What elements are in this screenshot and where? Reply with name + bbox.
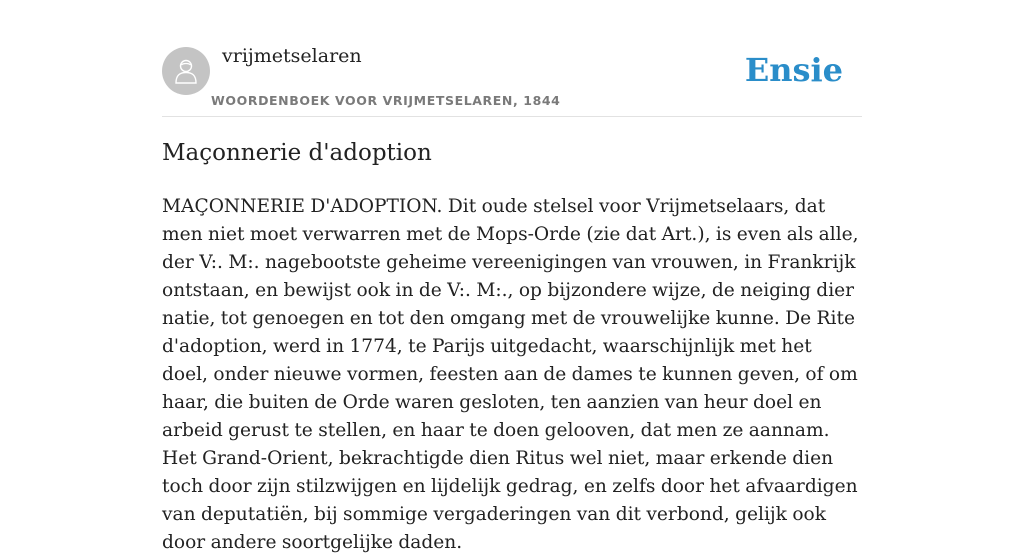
source-label[interactable]: WOORDENBOEK VOOR VRIJMETSELAREN, 1844 [211,93,561,108]
article-header [162,0,862,117]
author-avatar[interactable] [162,47,210,95]
article-body: MAÇONNERIE D'ADOPTION. Dit oude stelsel voor Vrijmetselaars, dat men niet moet verwarren met de Mops-Orde (zie dat Art.), is even als alle, der V:. M:. nagebootste geheime vereenigingen van vrouwen, in Frankrijk ontstaan, en bewijst ook in de V:. M:., op bijzondere wijze, de neiging dier natie, tot genoegen en tot den omgang met de vrouwelijke kunne. De Rite d'adoption, werd in 1774, te Parijs uitgedacht, waarschijnlijk met het doel, onder nieuwe vormen, feesten aan de dames te kunnen geven, of om haar, die buiten de Orde waren gesloten, ten aanzien van heur doel en arbeid gerust te stellen, en haar te doen gelooven, dat men ze aannam. Het Grand-Orient, bekrachtigde dien Ritus wel niet, maar erkende dien toch door zijn stilzwijgen en lijdelijk gedrag, en zelfs door het afvaardigen van deputatiën, bij sommige vergaderingen van dit verbond, gelijk ook door andere soortgelijke daden. [162,196,859,553]
article-title: Maçonnerie d'adoption [162,140,432,166]
author-name[interactable]: vrijmetselaren [222,45,362,67]
brand-logo[interactable]: Ensie [744,51,843,89]
page-content [162,0,862,553]
user-icon [171,56,201,86]
